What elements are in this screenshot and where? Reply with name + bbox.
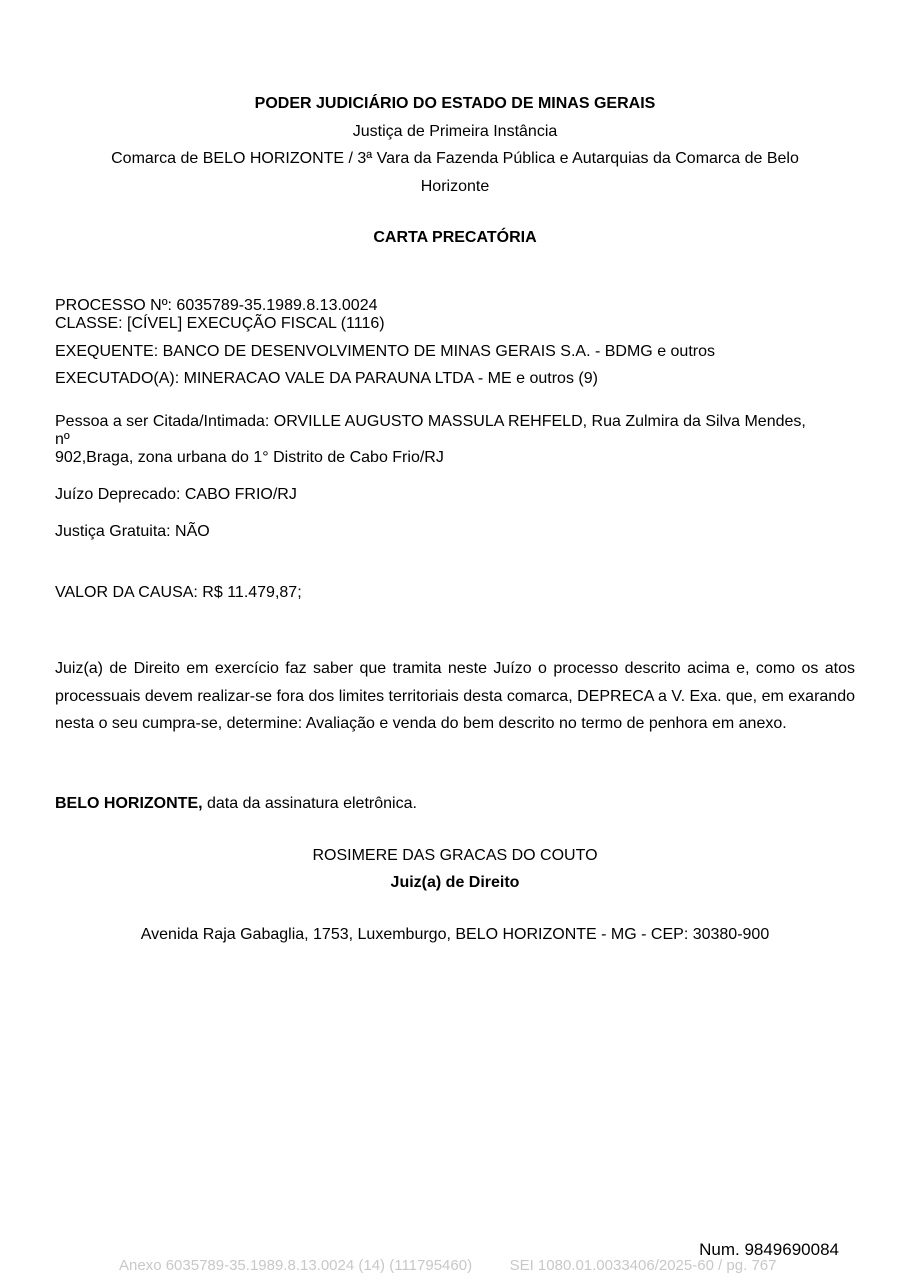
exequente-line: EXEQUENTE: BANCO DE DESENVOLVIMENTO DE MINAS GERAIS S.A. - BDMG e outros: [55, 343, 715, 360]
comarca-line-continuation: Horizonte: [420, 178, 490, 195]
signer-role: Juiz(a) de Direito: [390, 874, 520, 891]
annex-reference: Anexo 6035789-35.1989.8.13.0024 (14) (111795460) SEI 1080.01.0033406/2025-60 / pg. 767: [119, 1257, 777, 1274]
date-text: data da assinatura eletrônica.: [202, 795, 417, 812]
document-number: Num. 9849690084: [699, 1240, 839, 1259]
signer-name: ROSIMERE DAS GRACAS DO COUTO: [312, 847, 598, 864]
processo-number: PROCESSO Nº: 6035789-35.1989.8.13.0024: [55, 297, 378, 314]
valor-causa: VALOR DA CAUSA: R$ 11.479,87;: [55, 584, 302, 601]
place-city: BELO HORIZONTE,: [55, 795, 203, 812]
pessoa-line: Pessoa a ser Citada/Intimada: ORVILLE AUGUSTO MASSULA REHFELD, Rua Zulmira da Silva Mendes,: [55, 413, 806, 430]
pessoa-line-number-label: nº: [55, 431, 70, 448]
justica-gratuita: Justiça Gratuita: NÃO: [55, 523, 210, 540]
court-heading: PODER JUDICIÁRIO DO ESTADO DE MINAS GERAIS: [254, 95, 656, 112]
court-address: Avenida Raja Gabaglia, 1753, Luxemburgo, BELO HORIZONTE - MG - CEP: 30380-900: [140, 926, 770, 943]
juizo-deprecado: Juízo Deprecado: CABO FRIO/RJ: [55, 486, 297, 503]
place-date: [55, 795, 417, 813]
comarca-line: Comarca de BELO HORIZONTE / 3ª Vara da Fazenda Pública e Autarquias da Comarca de Belo: [111, 150, 799, 167]
pessoa-address-line: 902,Braga, zona urbana do 1° Distrito de Cabo Frio/RJ: [55, 449, 444, 466]
body-paragraph: Juiz(a) de Direito em exercício faz saber que tramita neste Juízo o processo descrito acima e, como os atos processuais devem realizar-se fora dos limites territoriais desta comarca, DEPRECA a V. Exa. que, em exarando nesta o seu cumpra-se, determine: Avaliação e venda do bem descrito no termo de penhora em anexo.: [55, 660, 855, 733]
executado-line: EXECUTADO(A): MINERACAO VALE DA PARAUNA LTDA - ME e outros (9): [55, 370, 598, 387]
classe-line: CLASSE: [CÍVEL] EXECUÇÃO FISCAL (1116): [55, 315, 385, 332]
document-title: CARTA PRECATÓRIA: [373, 229, 537, 246]
instance-line: Justiça de Primeira Instância: [352, 123, 558, 140]
